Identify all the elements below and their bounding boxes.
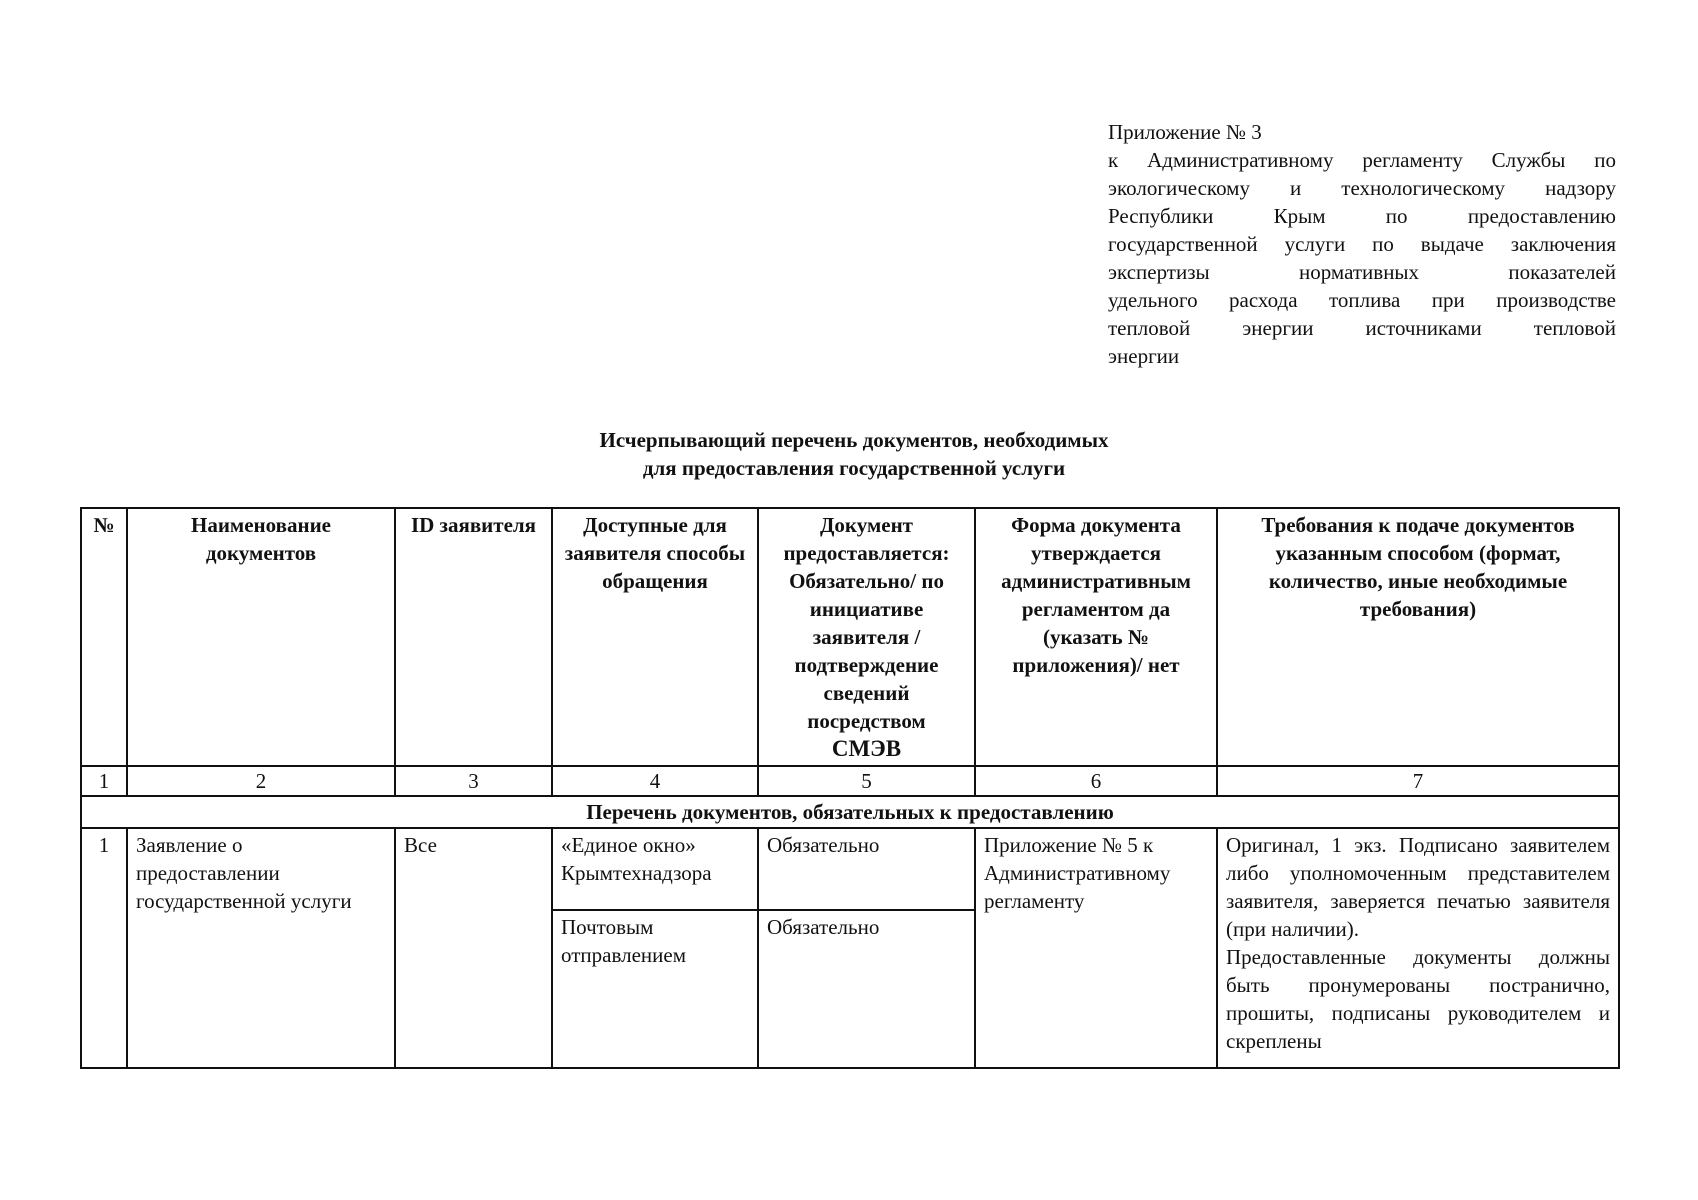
document-name: Заявление о предоставлении государственной услуги [127,828,395,1068]
appendix-line: государственной услуги по выдаче заключения [1108,232,1616,256]
appendix-line: к Административному регламенту Службы по [1108,148,1616,172]
column-number: 6 [975,766,1217,796]
column-number: 4 [552,766,758,796]
appendix-line: энергии [1108,344,1180,368]
submission-method: Почтовым отправлением [552,910,758,1068]
header-number: № [81,508,127,766]
appendix-note [1108,118,1616,370]
header-requirements: Требования к подаче документов указанным способом (формат, количество, иные необходимые требования) [1217,508,1619,766]
provision-status: Обязательно [758,910,975,1068]
requirements-paragraph: Оригинал, 1 экз. Подписано заявителем либо уполномоченным представителем заявителя, заверяется печатью заявителя (при наличии). [1226,833,1610,941]
header-document-form: Форма документа утверждается административным регламентом да (указать № приложения)/ нет [975,508,1217,766]
column-number-row [81,766,1619,796]
column-number: 5 [758,766,975,796]
submission-method: «Единое окно» Крымтехнадзора [552,828,758,910]
document-title-line-2: для предоставления государственной услуги [642,456,1066,480]
column-number: 1 [81,766,127,796]
requirements [1217,828,1619,1068]
table-header-row [81,508,1619,766]
document-title [0,426,1698,482]
document-title-line-1: Исчерпывающий перечень документов, необходимых [599,428,1109,452]
appendix-line: Республики Крым по предоставлению [1108,204,1616,228]
header-document-provision-smev: СМЭВ [831,736,902,761]
applicant-id: Все [395,828,552,1068]
appendix-line: экспертизы нормативных показателей [1108,260,1616,284]
section-row [81,796,1619,828]
header-document-provision-text: Документ предоставляется: Обязательно/ по инициативе заявителя /подтверждение сведений посредством [783,513,950,733]
header-document-provision [758,508,975,766]
appendix-line: экологическому и технологическому надзору [1108,176,1616,200]
appendix-title: Приложение № 3 [1108,120,1262,144]
appendix-line: тепловой энергии источниками тепловой [1108,316,1616,340]
documents-table [80,507,1620,1069]
header-applicant-id: ID заявителя [395,508,552,766]
header-document-name: Наименование документов [127,508,395,766]
header-submission-methods: Доступные для заявителя способы обращения [552,508,758,766]
row-number: 1 [81,828,127,1068]
requirements-paragraph: Предоставленные документы должны быть пронумерованы постранично, прошиты, подписаны руководителем и скреплены [1226,945,1610,1053]
column-number: 2 [127,766,395,796]
provision-status: Обязательно [758,828,975,910]
appendix-line: удельного расхода топлива при производстве [1108,288,1616,312]
table-row [81,828,1619,910]
column-number: 7 [1217,766,1619,796]
column-number: 3 [395,766,552,796]
section-title: Перечень документов, обязательных к предоставлению [81,796,1619,828]
document-form: Приложение № 5 к Административному регламенту [975,828,1217,1068]
